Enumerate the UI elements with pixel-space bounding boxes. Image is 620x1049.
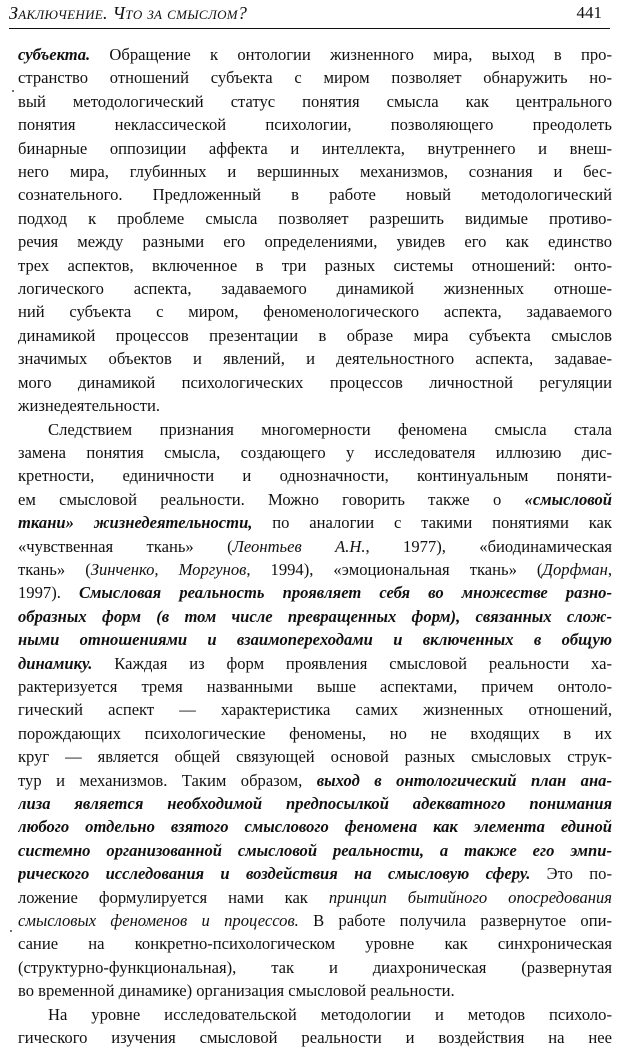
text-line <box>18 979 612 1002</box>
scan-speck <box>12 90 14 92</box>
text-run: , 1977), «биодинамическая <box>365 536 612 556</box>
text-line <box>18 886 612 909</box>
text-run: ем смысловой реальности. Можно говорить также о <box>18 489 525 509</box>
text-run: , <box>607 559 612 579</box>
text-line <box>18 698 612 721</box>
emphasis-run: Леонтьев А.Н. <box>232 536 366 556</box>
text-line <box>18 722 612 745</box>
text-run: , 1994), «эмоциональная ткань» ( <box>246 559 543 579</box>
text-line <box>18 347 612 370</box>
text-run: по аналогии с такими понятиями как <box>252 513 612 533</box>
text-run: трех аспектов, включенное в три разных системы отношений: онто- <box>18 255 612 275</box>
emphasis-run: ткани» жизнедеятельности, <box>18 513 253 533</box>
text-line <box>18 792 612 815</box>
text-run: тур и механизмов. Таким образом, <box>18 770 317 790</box>
emphasis-run: ными отношениями и взаимопереходами и включенных в общую <box>18 630 612 650</box>
text-run: значимых объектов и явлений, и деятельностного аспекта, задавае- <box>18 349 612 369</box>
text-run: сознательного. Предложенный в работе новый методологический <box>18 185 612 205</box>
text-run: 1997). <box>18 583 79 603</box>
page-number: 441 <box>576 3 602 22</box>
text-line <box>18 605 612 628</box>
text-run: него мира, глубинных и вершинных механизмов, сознания и бес- <box>18 162 612 182</box>
text-run: вый методологический статус понятия смысла как центрального <box>18 91 612 111</box>
text-run: динамикой процессов презентации в образе мира субъекта смыслов <box>18 325 612 345</box>
text-run: Обращение к онтологии жизненного мира, выход в про- <box>90 45 612 64</box>
text-run: (структурно-функциональная), так и диахроническая (развернутая <box>18 957 612 977</box>
emphasis-run: выход в онтологический план ана- <box>316 770 612 790</box>
text-line <box>18 90 612 113</box>
text-run: На уровне исследовательской методологии и методов психоло- <box>48 1004 612 1024</box>
text-line <box>18 535 612 558</box>
text-run: кретности, единичности и однозначности, континуальным поняти- <box>18 466 612 486</box>
emphasis-run: системно организованной смысловой реальности, а также его эмпи- <box>18 840 612 860</box>
text-run: гического изучения смысловой реальности и воздействия на нее <box>18 1028 612 1048</box>
text-line <box>18 183 612 206</box>
text-run: во временной динамике) организация смысловой реальности. <box>18 981 455 1001</box>
text-line <box>18 652 612 675</box>
text-run: мого динамикой психологических процессов личностной регуляции <box>18 372 612 392</box>
text-line <box>18 1003 612 1026</box>
emphasis-run: смысловых феноменов и процессов. <box>18 911 299 931</box>
text-run: логического аспекта, задаваемого динамикой жизненных отноше- <box>18 279 612 299</box>
text-line <box>18 277 612 300</box>
text-run: Каждая из форм проявления смысловой реальности ха- <box>92 653 612 673</box>
text-line <box>18 932 612 955</box>
text-line <box>18 581 612 604</box>
text-line <box>18 300 612 323</box>
text-line <box>18 558 612 581</box>
text-line <box>18 441 612 464</box>
running-head-title: Заключение. Что за смыслом? <box>9 3 248 23</box>
text-line <box>18 769 612 792</box>
text-line <box>18 113 612 136</box>
text-line <box>18 862 612 885</box>
text-run: странство отношений субъекта с миром позволяет обнаружить но- <box>18 68 612 88</box>
text-line <box>18 418 612 441</box>
text-run: Это по- <box>530 864 612 884</box>
text-run: сание на конкретно-психологическом уровне как синхроническая <box>18 934 612 954</box>
text-line <box>18 745 612 768</box>
emphasis-run: Зинченко, Моргунов <box>90 559 247 579</box>
emphasis-run: субъекта. <box>18 45 91 64</box>
text-line <box>18 488 612 511</box>
text-run: ний субъекта с миром, феноменологического аспекта, задаваемого <box>18 302 612 322</box>
text-line <box>18 511 612 534</box>
text-run: речия между разными его определениями, увидев его как единство <box>18 232 612 252</box>
text-line <box>18 675 612 698</box>
emphasis-run: рического исследования и воздействия на смысловую сферу. <box>18 864 531 884</box>
text-line <box>18 956 612 979</box>
text-line <box>18 230 612 253</box>
text-run: В работе получила развернутое опи- <box>298 911 612 931</box>
text-run: круг — является общей связующей основой разных смысловых струк- <box>18 747 612 767</box>
text-line <box>18 1026 612 1049</box>
emphasis-run: лиза является необходимой предпосылкой адекватного понимания <box>18 794 612 813</box>
text-line <box>18 43 612 66</box>
emphasis-run: любого отдельно взятого смыслового феномена как элемента единой <box>18 817 612 837</box>
text-line <box>18 815 612 838</box>
emphasis-run: образных форм (в том числе превращенных форм), связанных слож- <box>18 606 612 626</box>
text-line <box>18 839 612 862</box>
text-line <box>18 371 612 394</box>
text-run: рактеризуется тремя названными выше аспектами, причем онтоло- <box>18 676 612 696</box>
emphasis-run: Дорфман <box>542 559 608 579</box>
emphasis-run: Смысловая реальность проявляет себя во множестве разно- <box>78 583 612 603</box>
scan-speck <box>10 930 12 932</box>
text-line <box>18 909 612 932</box>
text-run: ложение формулируется нами как <box>18 887 329 907</box>
body-text <box>18 43 612 1049</box>
text-line <box>18 66 612 89</box>
text-run: ткань» ( <box>18 559 91 579</box>
text-run: замена понятия смысла, создающего у исследователя иллюзию дис- <box>18 442 612 462</box>
text-line <box>18 137 612 160</box>
text-run: бинарные оппозиции аффекта и интеллекта, внутреннего и внеш- <box>18 138 612 158</box>
text-line <box>18 254 612 277</box>
emphasis-run: принцип бытийного опосредования <box>328 887 612 907</box>
text-run: подход к проблеме смысла позволяет разрешить видимые противо- <box>18 208 612 228</box>
running-head <box>9 2 610 29</box>
text-line <box>18 207 612 230</box>
text-line <box>18 324 612 347</box>
text-line <box>18 394 612 417</box>
text-line <box>18 464 612 487</box>
emphasis-run: динамику. <box>18 653 93 673</box>
emphasis-run: «смысловой <box>524 489 612 509</box>
text-line <box>18 160 612 183</box>
text-run: гический аспект — характеристика самих жизненных отношений, <box>18 700 612 720</box>
text-run: понятия неклассической психологии, позволяющего преодолеть <box>18 115 612 135</box>
text-run: порождающих психологические феномены, но не входящих в их <box>18 723 612 743</box>
text-run: Следствием признания многомерности феномена смысла стала <box>48 419 612 439</box>
text-run: жизнедеятельности. <box>18 396 161 416</box>
text-run: «чувственная ткань» ( <box>18 536 233 556</box>
text-line <box>18 628 612 651</box>
